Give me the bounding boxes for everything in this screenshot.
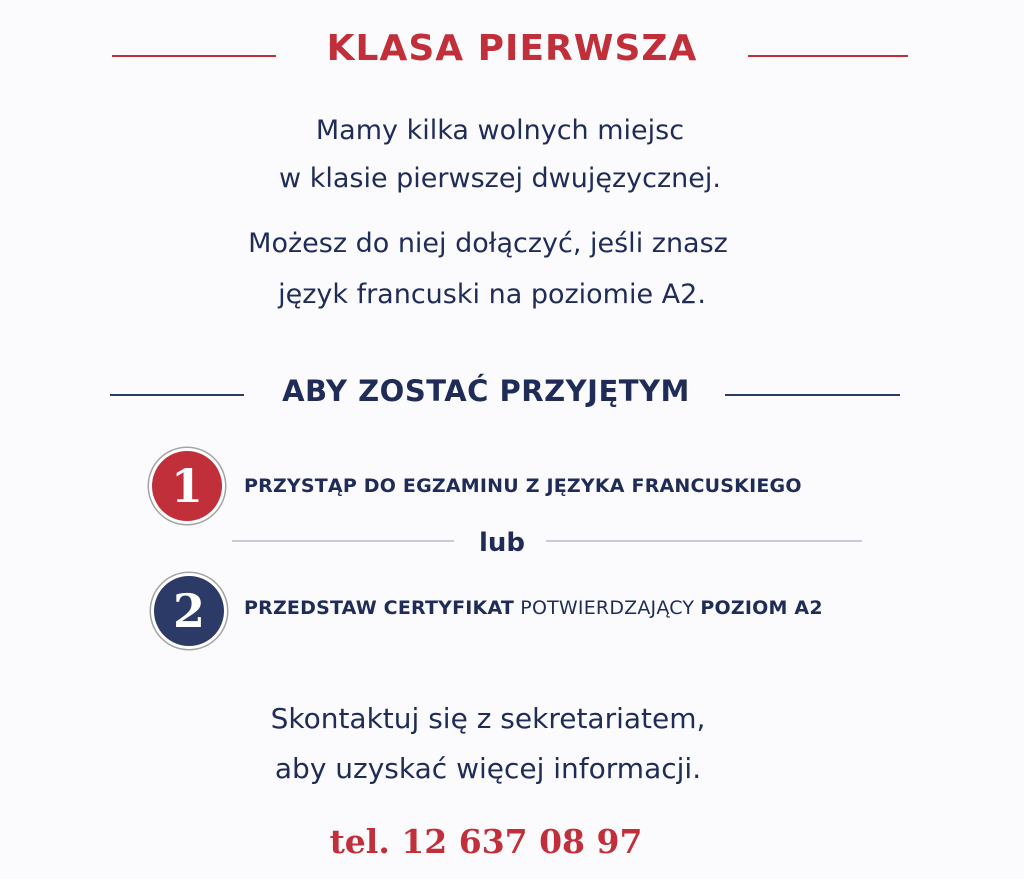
intro-line-2: w klasie pierwszej dwujęzycznej. [279, 163, 721, 194]
subheading-text: ABY ZOSTAĆ PRZYJĘTYM [282, 374, 690, 408]
subheading-rule-right [725, 394, 900, 396]
separator-or-text: lub [478, 528, 526, 558]
step-2-text-bold-2: POZIOM A2 [700, 597, 823, 619]
step-1-number-badge: 1 [152, 451, 222, 521]
step-2-number-badge: 2 [154, 576, 224, 646]
step-1-text: PRZYSTĄP DO EGZAMINU Z JĘZYKA FRANCUSKIEGO [244, 475, 802, 497]
step-2-text-bold-1: PRZEDSTAW CERTYFIKAT [244, 597, 515, 619]
separator-rule-right [546, 540, 862, 542]
step-2-text [244, 597, 823, 619]
phone-number-text: tel. 12 637 08 97 [329, 822, 643, 861]
contact-line-1: Skontaktuj się z sekretariatem, [270, 702, 706, 735]
intro-line-3: Możesz do niej dołączyć, jeśli znasz [248, 228, 728, 259]
intro-line-1: Mamy kilka wolnych miejsc [315, 115, 685, 146]
page-title: KLASA PIERWSZA [326, 28, 698, 69]
subheading [0, 374, 1024, 408]
heading-rule-right [748, 55, 908, 57]
step-2-text-normal: POTWIERDZAJĄCY [514, 597, 701, 619]
separator-or [0, 528, 1024, 558]
contact-line-2: aby uzyskać więcej informacji. [274, 752, 702, 785]
phone-number [0, 822, 1024, 861]
intro-line-4: język francuski na poziomie A2. [278, 279, 706, 310]
